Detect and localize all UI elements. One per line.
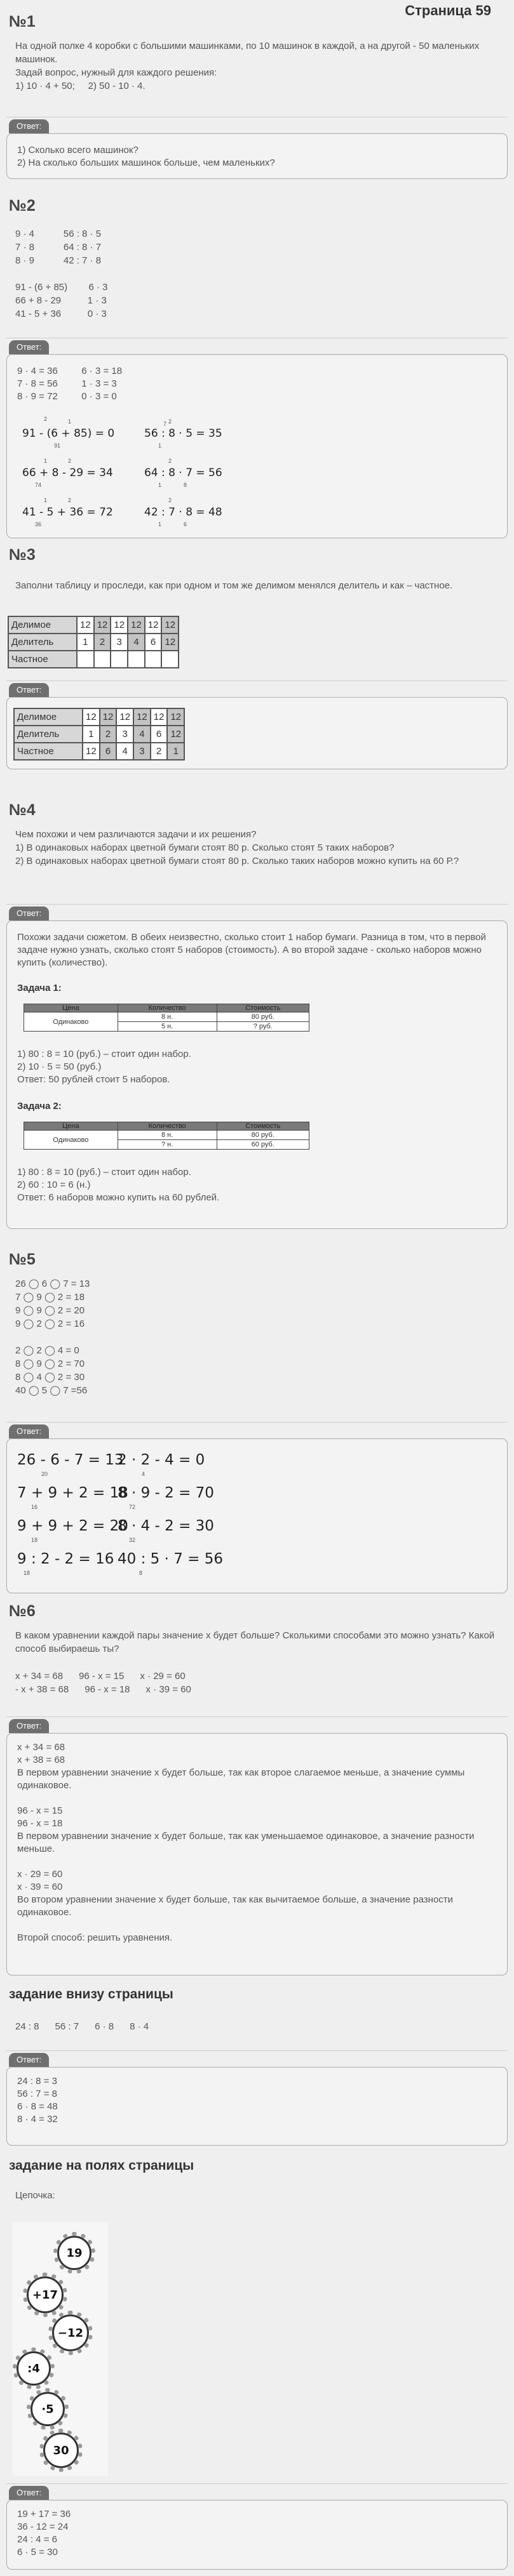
divider	[6, 2483, 508, 2484]
table-cell: 2	[100, 726, 117, 743]
order-mark: 2	[168, 458, 172, 464]
table-cell: 3	[133, 743, 151, 760]
task-3-text: Заполни таблицу и проследи, как при одном и том же делимом менялся делитель и как – частное.	[15, 580, 453, 591]
table-cell: 60 руб.	[217, 1140, 309, 1150]
row-label: Делитель	[8, 634, 77, 651]
handwritten-answer: 7 + 9 + 2 = 18	[17, 1485, 128, 1501]
answer-text: 19 + 17 = 36 36 - 12 = 24 24 : 4 = 6 6 · 5 = 30	[17, 2509, 71, 2558]
solution-line: 2) 60 : 10 = 6 (н.)	[17, 1179, 91, 1190]
order-mark: 2	[68, 458, 72, 464]
table-row	[14, 726, 184, 743]
order-mark: 20	[41, 1471, 48, 1477]
order-mark: 1	[158, 482, 162, 488]
task-4-text: Чем похожи и чем различаются задачи и их решения? 1) В одинаковых наборах цветной бумаги стоят 80 р. Сколько стоят 5 таких наборов? 2) В одинаковых наборах цветной бумаги стоят 80 р. Сколько таких наборов можно купить на 60 Р.?	[15, 829, 459, 866]
table-cell: 6	[100, 743, 117, 760]
order-mark: 1	[68, 418, 72, 425]
table-cell: 12	[133, 708, 151, 726]
table-cell[interactable]	[111, 651, 128, 668]
header-cell: Стоимость	[217, 1122, 309, 1131]
solution-line: 2) 10 · 5 = 50 (руб.)	[17, 1061, 102, 1072]
order-mark: 91	[54, 442, 61, 449]
divider	[6, 1422, 508, 1423]
table-cell: Одинаково	[24, 1012, 118, 1032]
margin-task-answer	[6, 2500, 508, 2570]
order-mark: 32	[129, 1537, 136, 1543]
table-cell: Одинаково	[24, 1131, 118, 1150]
table-row	[14, 708, 184, 726]
order-mark: 1	[158, 521, 162, 528]
table-cell: 2	[151, 743, 168, 760]
table-cell: 5 н.	[118, 1022, 217, 1032]
order-mark: 2	[168, 497, 172, 503]
header-cell: Количество	[118, 1122, 217, 1131]
table-cell: 12	[111, 616, 128, 634]
table-row	[8, 651, 179, 668]
task-2-number: №2	[9, 197, 36, 215]
divider	[6, 904, 508, 905]
answer-text: 24 : 8 = 3 56 : 7 = 8 6 · 8 = 48 8 · 4 = 32	[17, 2076, 58, 2125]
table-cell: 8 н.	[118, 1012, 217, 1022]
solution-line: Ответ: 6 наборов можно купить на 60 рублей.	[17, 1192, 220, 1203]
table-cell: 80 руб.	[217, 1131, 309, 1140]
order-mark: 18	[24, 1570, 30, 1576]
handwritten-expression: 56 : 8 · 5 = 35	[144, 427, 222, 440]
table-cell: 12	[167, 726, 184, 743]
divider	[6, 2050, 508, 2051]
bottom-task-expressions: 24 : 8 56 : 7 6 · 8 8 · 4	[15, 2021, 149, 2032]
task-6-answer	[6, 1733, 508, 1975]
table-cell: 4	[128, 634, 145, 651]
answer-tab: Ответ:	[9, 340, 49, 354]
handwritten-answer: 9 + 9 + 2 = 20	[17, 1518, 128, 1534]
handwritten-expression: 42 : 7 · 8 = 48	[144, 506, 222, 519]
table-cell: 1	[83, 726, 100, 743]
gear: :4	[17, 2351, 51, 2386]
row-label: Делитель	[14, 726, 83, 743]
task-3-number: №3	[9, 546, 36, 564]
order-mark: 74	[35, 482, 42, 488]
table-cell: 6	[151, 726, 168, 743]
table-cell[interactable]	[128, 651, 145, 668]
table-row	[8, 634, 179, 651]
table-cell: 80 руб.	[217, 1012, 309, 1022]
table-cell: 3	[111, 634, 128, 651]
handwritten-expression: 66 + 8 - 29 = 34	[22, 467, 113, 479]
answer-typed: 9 · 4 = 36 6 · 3 = 18 7 · 8 = 56 1 · 3 = 3 8 · 9 = 72 0 · 3 = 0	[17, 366, 123, 402]
gear: 30	[43, 2433, 79, 2468]
answer-tab: Ответ:	[9, 2486, 49, 2500]
table-cell: ? н.	[118, 1140, 217, 1150]
answer-line: 2) На сколько больших машинок больше, чем маленьких?	[17, 157, 275, 168]
table-cell: 3	[116, 726, 133, 743]
order-mark: 2	[168, 418, 172, 425]
table-cell: 12	[151, 708, 168, 726]
header-cell: Количество	[118, 1004, 217, 1012]
table-cell: 4	[133, 726, 151, 743]
table-cell: 12	[145, 616, 162, 634]
table-cell: 12	[83, 708, 100, 726]
gear: 19	[57, 2236, 91, 2270]
solution-line: 1) 80 : 8 = 10 (руб.) – стоит один набор.	[17, 1167, 191, 1178]
order-mark: 36	[35, 521, 42, 528]
row-label: Делимое	[8, 616, 77, 634]
order-mark: 1	[158, 442, 162, 449]
table-cell: 12	[83, 743, 100, 760]
gear: ·5	[30, 2392, 65, 2426]
task-1-answer	[6, 133, 508, 179]
table-cell: 4	[116, 743, 133, 760]
gear-chain	[13, 2222, 108, 2476]
row-label: Частное	[8, 651, 77, 668]
handwritten-answer: 26 - 6 - 7 = 13	[17, 1452, 124, 1468]
task-2-title: Задача 2:	[17, 1101, 62, 1112]
table-cell: 12	[116, 708, 133, 726]
table-cell: 12	[161, 634, 179, 651]
answer-tab: Ответ:	[9, 683, 49, 697]
task-1-text: На одной полке 4 коробки с большими машинками, по 10 машинок в каждой, а на другой - 50 маленьких машинок. Задай вопрос, нужный для каждого решения: 1) 10 · 4 + 50; 2) 50 - 10 · 4.	[15, 41, 480, 91]
table-cell: 12	[77, 616, 94, 634]
handwritten-answer: 8 · 9 - 2 = 70	[118, 1485, 214, 1501]
answer-tab: Ответ:	[9, 1424, 49, 1438]
table-cell[interactable]	[77, 651, 94, 668]
order-mark: 6	[184, 521, 187, 528]
table-cell: 1	[167, 743, 184, 760]
answer-line: 1) Сколько всего машинок?	[17, 145, 139, 156]
header-cell: Стоимость	[217, 1004, 309, 1012]
handwritten-answer: 8 · 4 - 2 = 30	[118, 1518, 214, 1534]
task-6-number: №6	[9, 1602, 36, 1620]
handwritten-answer: 40 : 5 · 7 = 56	[118, 1551, 223, 1567]
table-cell: 12	[94, 616, 111, 634]
table-cell: 12	[161, 616, 179, 634]
header-cell: Цена	[24, 1122, 118, 1131]
task-1-title: Задача 1:	[17, 983, 62, 993]
handwritten-expression: 91 - (6 + 85) = 0	[22, 427, 115, 440]
gear: +17	[27, 2276, 64, 2313]
chain-label: Цепочка:	[15, 2190, 55, 2201]
task-1-number: №1	[9, 13, 36, 30]
task-2-expressions: 9 · 4 56 : 8 · 5 7 · 8 64 : 8 · 7 8 · 9 42 : 7 · 8 91 - (6 + 85) 6 · 3 66 + 8 - 29 1 · 3 41 - 5 + 36 0 · 3	[15, 229, 108, 319]
table-cell: 2	[94, 634, 111, 651]
table-row	[8, 616, 179, 634]
table-cell: 12	[100, 708, 117, 726]
handwritten-expression: 41 - 5 + 36 = 72	[22, 506, 113, 519]
order-mark: 18	[31, 1537, 38, 1543]
handwritten-answer: 9 : 2 - 2 = 16	[17, 1551, 114, 1567]
answer-text: x + 34 = 68 x + 38 = 68 В первом уравнении значение x будет больше, так как второе слагаемое меньше, а значение суммы одинаковое. 96 - x = 15 96 - x = 18 В первом уравнении значение x будет больше, так как уменьшаемое одинаковое, а значение разности меньше. x · 29 = 60 x · 39 = 60 Во втором уравнении значение x будет больше, так как вычитаемое больше, а значение разности одинаковое. Второй способ: решить уравнения.	[17, 1742, 475, 1943]
task-3-answer	[6, 697, 508, 769]
table-cell[interactable]	[94, 651, 111, 668]
answer-tab: Ответ:	[9, 2053, 49, 2067]
order-mark: 72	[129, 1504, 136, 1510]
row-label: Частное	[14, 743, 83, 760]
order-mark: 2	[44, 416, 48, 422]
task-4-number: №4	[9, 801, 36, 819]
table-cell: 8 н.	[118, 1131, 217, 1140]
table-row	[14, 743, 184, 760]
table-cell: 12	[167, 708, 184, 726]
table-cell: 12	[128, 616, 145, 634]
table-cell: 1	[77, 634, 94, 651]
margin-task-title: задание на полях страницы	[9, 2158, 194, 2173]
gear: −12	[52, 2314, 89, 2351]
answer-tab: Ответ:	[9, 1719, 49, 1733]
divider	[6, 1716, 508, 1717]
order-mark: 2	[68, 497, 72, 503]
table-cell[interactable]	[145, 651, 162, 668]
row-label: Делимое	[14, 708, 83, 726]
order-mark: 1	[44, 458, 48, 464]
task-6-equations: x + 34 = 68 96 - x = 15 x · 29 = 60 - x + 38 = 68 96 - x = 18 x · 39 = 60	[15, 1671, 191, 1695]
division-table	[8, 616, 179, 668]
handwritten-answer: 2 · 2 - 4 = 0	[118, 1452, 205, 1468]
order-mark: 8	[184, 482, 187, 488]
task-1-table	[24, 1004, 309, 1032]
task-5-number: №5	[9, 1251, 36, 1268]
task-5-answer	[6, 1438, 508, 1593]
order-mark: 16	[31, 1504, 38, 1510]
answer-intro: Похожи задачи сюжетом. В обеих неизвестно, сколько стоит 1 набор бумаги. Разница в том, что в первой задаче нужно узнать, сколько стоят 5 наборов (стоимость). А во второй задаче - сколько наборов можно купить (количество).	[17, 932, 486, 968]
order-mark: 1	[44, 497, 48, 503]
task-4-answer	[6, 920, 508, 1229]
task-5-expressions: 26 ◯ 6 ◯ 7 = 13 7 ◯ 9 ◯ 2 = 18 9 ◯ 9 ◯ 2 = 20 9 ◯ 2 ◯ 2 = 16 2 ◯ 2 ◯ 4 = 0 8 ◯ 9 ◯ 2 = 70 8 ◯ 4 ◯ 2 = 30 40 ◯ 5 ◯ 7 =56	[15, 1278, 90, 1396]
header-cell: Цена	[24, 1004, 118, 1012]
answer-tab: Ответ:	[9, 119, 49, 133]
bottom-task-answer	[6, 2067, 508, 2146]
task-2-table	[24, 1122, 309, 1150]
order-mark: 4	[142, 1471, 145, 1477]
answer-tab: Ответ:	[9, 906, 49, 920]
table-cell[interactable]	[161, 651, 179, 668]
solution-line: 1) 80 : 8 = 10 (руб.) – стоит один набор.	[17, 1049, 191, 1059]
table-cell: 6	[145, 634, 162, 651]
table-cell: ? руб.	[217, 1022, 309, 1032]
order-mark: 7	[163, 421, 167, 427]
page-title: Страница 59	[405, 3, 491, 18]
solution-line: Ответ: 50 рублей стоит 5 наборов.	[17, 1074, 170, 1085]
task-6-text: В каком уравнении каждой пары значение x будет больше? Сколькими способами это можно узнать? Какой способ выбираешь ты?	[15, 1630, 495, 1654]
task-2-answer	[6, 354, 508, 538]
handwritten-expression: 64 : 8 · 7 = 56	[144, 467, 222, 479]
order-mark: 8	[139, 1570, 143, 1576]
bottom-task-title: задание внизу страницы	[9, 1987, 173, 2002]
